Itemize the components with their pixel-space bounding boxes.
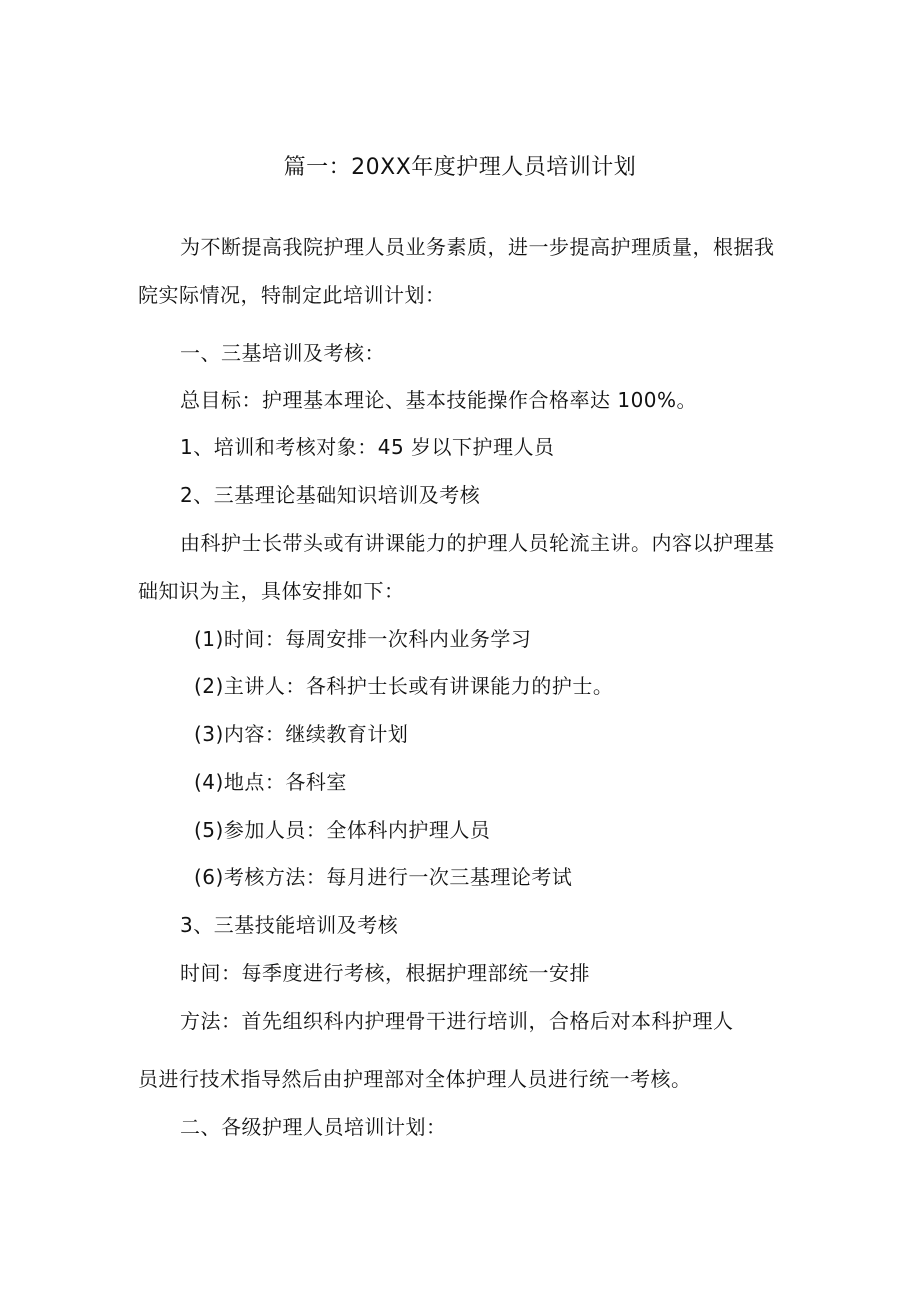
section2-heading: 二、各级护理人员培训计划： (180, 1115, 447, 1139)
page-title: 篇一：20XX年度护理人员培训计划 (283, 155, 637, 180)
section1-method-line-1: 方法：首先组织科内护理骨干进行培训，合格后对本科护理人 (180, 1009, 734, 1033)
detail-item: (4)地点：各科室 (194, 770, 347, 794)
section1-desc-line-1: 由科护士长带头或有讲课能力的护理人员轮流主讲。内容以护理基 (180, 531, 775, 555)
section1-time: 时间：每季度进行考核，根据护理部统一安排 (180, 961, 590, 985)
detail-item: (1)时间：每周安排一次科内业务学习 (194, 627, 532, 651)
section1-method-line-2: 员进行技术指导然后由护理部对全体护理人员进行统一考核。 (138, 1067, 692, 1091)
section1-goal: 总目标：护理基本理论、基本技能操作合格率达 100%。 (180, 388, 698, 412)
section1-item-1: 1、培训和考核对象：45 岁以下护理人员 (180, 435, 555, 459)
detail-item: (5)参加人员：全体科内护理人员 (194, 818, 491, 842)
detail-item: (2)主讲人：各科护士长或有讲课能力的护士。 (194, 674, 614, 698)
section1-item-3: 3、三基技能培训及考核 (180, 913, 399, 937)
intro-line-1: 为不断提高我院护理人员业务素质，进一步提高护理质量，根据我 (180, 235, 775, 259)
detail-item: (6)考核方法：每月进行一次三基理论考试 (194, 865, 573, 889)
section1-desc-line-2: 础知识为主，具体安排如下： (138, 579, 405, 603)
section1-heading: 一、三基培训及考核： (180, 341, 385, 365)
intro-line-2: 院实际情况，特制定此培训计划： (138, 283, 446, 307)
detail-item: (3)内容：继续教育计划 (194, 722, 409, 746)
section1-item-2: 2、三基理论基础知识培训及考核 (180, 483, 481, 507)
